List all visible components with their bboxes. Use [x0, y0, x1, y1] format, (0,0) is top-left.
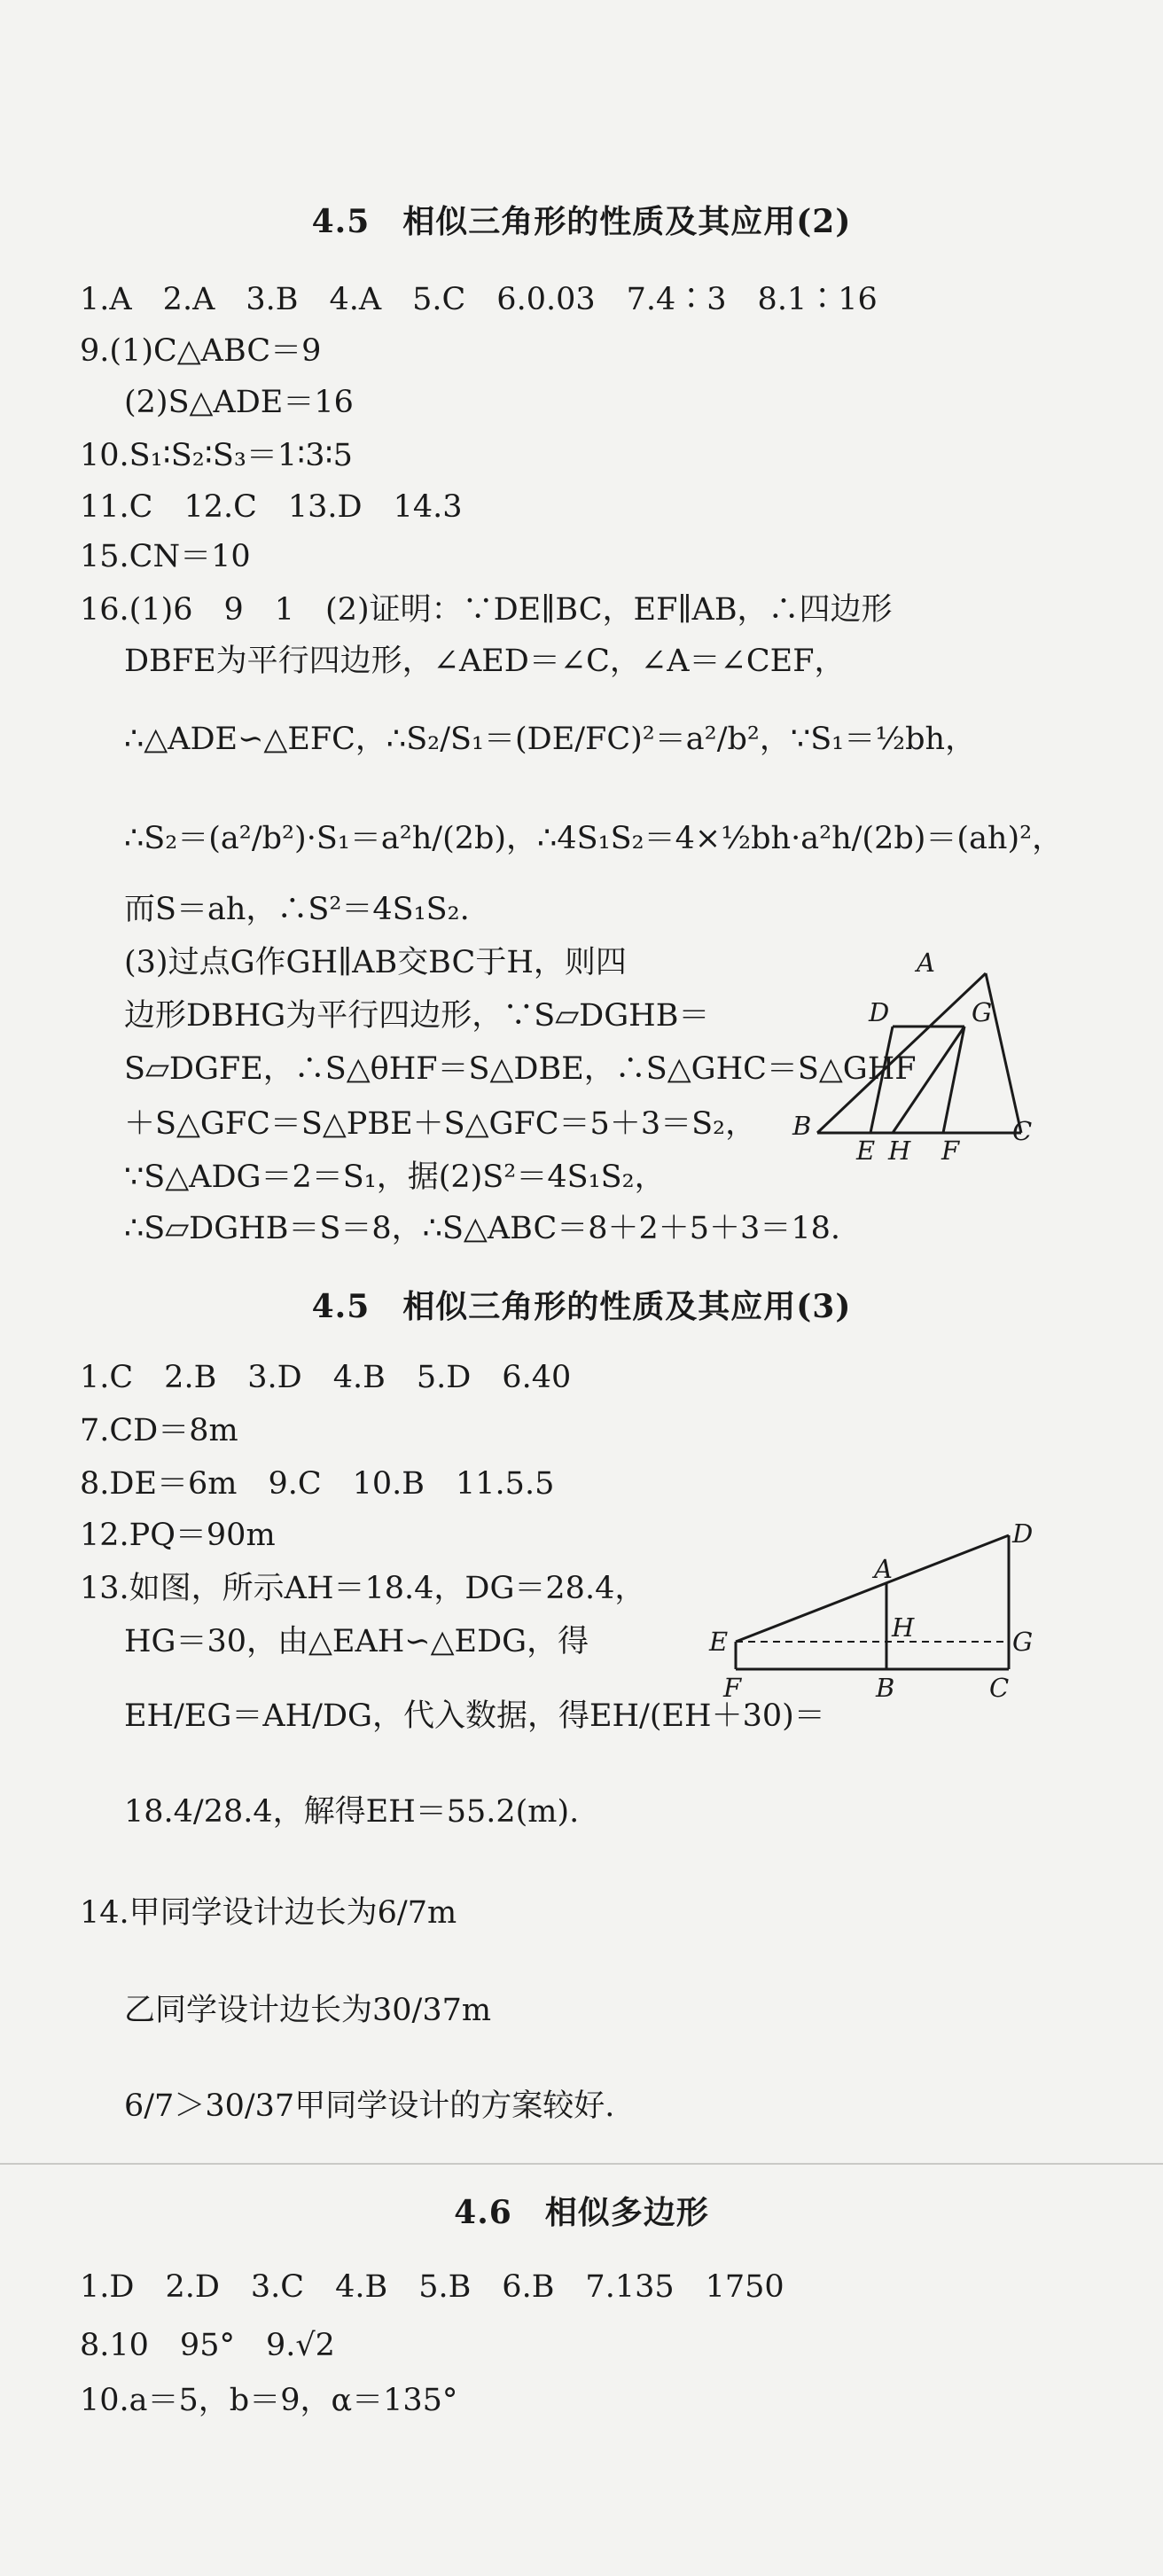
- answer-line: 14.甲同学设计边长为6/7m: [80, 1895, 457, 1931]
- answer-line: 7.CD＝8m: [80, 1413, 238, 1448]
- answer-line: ∴△ADE∽△EFC，∴S₂/S₁＝(DE/FC)²＝a²/b²，∵S₁＝½bh，: [124, 722, 977, 757]
- triangle-figure: [780, 948, 1046, 1170]
- answer-line: 而S＝ah，∴S²＝4S₁S₂.: [124, 892, 470, 927]
- figure-label: F: [941, 1136, 960, 1166]
- section-title: 4.6 相似多边形: [454, 2194, 709, 2231]
- answer-line: EH/EG＝AH/DG，代入数据，得EH/(EH＋30)＝: [124, 1698, 825, 1734]
- figure-label: G: [1012, 1627, 1034, 1657]
- answer-line: (2)S△ADE＝16: [124, 385, 354, 420]
- pole-shadow-figure: [700, 1511, 1055, 1715]
- figure-label: H: [888, 1136, 911, 1166]
- answer-line: (3)过点G作GH∥AB交BC于H，则四: [124, 945, 627, 980]
- answer-line: 18.4/28.4，解得EH＝55.2(m).: [124, 1794, 580, 1830]
- figure-label: C: [1012, 1116, 1033, 1146]
- answer-line: HG＝30，由△EAH∽△EDG，得: [124, 1624, 589, 1659]
- answer-line: 边形DBHG为平行四边形，∵S▱DGHB＝: [124, 998, 710, 1034]
- figure-label: A: [874, 1554, 893, 1584]
- answer-line: 9.(1)C△ABC＝9: [80, 333, 322, 369]
- section-title: 4.5 相似三角形的性质及其应用(3): [311, 1288, 852, 1325]
- answer-line: 1.C 2.B 3.D 4.B 5.D 6.40: [80, 1360, 572, 1395]
- figure-label: F: [723, 1673, 742, 1703]
- answer-line: 12.PQ＝90m: [80, 1518, 276, 1553]
- answer-line: 10.S₁∶S₂∶S₃＝1∶3∶5: [80, 438, 353, 473]
- figure-label: G: [972, 997, 993, 1027]
- answer-line: 10.a＝5，b＝9，α＝135°: [80, 2383, 458, 2418]
- section-divider: [0, 2163, 1163, 2165]
- section-title: 4.5 相似三角形的性质及其应用(2): [311, 203, 852, 240]
- answer-line: 13.如图，所示AH＝18.4，DG＝28.4，: [80, 1571, 646, 1606]
- figure-label: C: [989, 1673, 1010, 1703]
- answer-line: ＋S△GFC＝S△PBE＋S△GFC＝5＋3＝S₂，: [124, 1106, 757, 1142]
- figure-label: D: [1012, 1518, 1034, 1549]
- figure-label: E: [709, 1627, 729, 1657]
- answer-line: 11.C 12.C 13.D 14.3: [80, 489, 463, 525]
- figure-label: E: [856, 1136, 876, 1166]
- answer-line: 15.CN＝10: [80, 539, 251, 574]
- figure-label: B: [792, 1111, 812, 1141]
- figure-label: H: [892, 1612, 915, 1643]
- answer-line: S▱DGFE，∴S△θHF＝S△DBE，∴S△GHC＝S△GHF: [124, 1051, 917, 1087]
- answer-line: 1.A 2.A 3.B 4.A 5.C 6.0.03 7.4∶3 8.1∶16: [80, 282, 878, 317]
- answer-line: 乙同学设计边长为30/37m: [124, 1993, 492, 2028]
- answer-line: ∴S▱DGHB＝S＝8，∴S△ABC＝8＋2＋5＋3＝18.: [124, 1211, 840, 1246]
- answer-line: 1.D 2.D 3.C 4.B 5.B 6.B 7.135 1750: [80, 2269, 784, 2305]
- answer-line: ∴S₂＝(a²/b²)·S₁＝a²h/(2b)，∴4S₁S₂＝4×½bh·a²h/(2b)＝(ah)²，: [124, 821, 1064, 856]
- answer-line: 16.(1)6 9 1 (2)证明：∵DE∥BC，EF∥AB，∴四边形: [80, 592, 893, 628]
- figure-label: A: [917, 948, 935, 978]
- answer-line: 6/7＞30/37甲同学设计的方案较好.: [124, 2088, 615, 2124]
- answer-line: DBFE为平行四边形，∠AED＝∠C，∠A＝∠CEF，: [124, 644, 846, 679]
- answer-line: ∵S△ADG＝2＝S₁，据(2)S²＝4S₁S₂，: [124, 1159, 666, 1195]
- answer-line: 8.10 95° 9.√2: [80, 2328, 335, 2363]
- answer-line: 8.DE＝6m 9.C 10.B 11.5.5: [80, 1466, 555, 1502]
- figure-label: D: [869, 997, 890, 1027]
- figure-label: B: [876, 1673, 895, 1703]
